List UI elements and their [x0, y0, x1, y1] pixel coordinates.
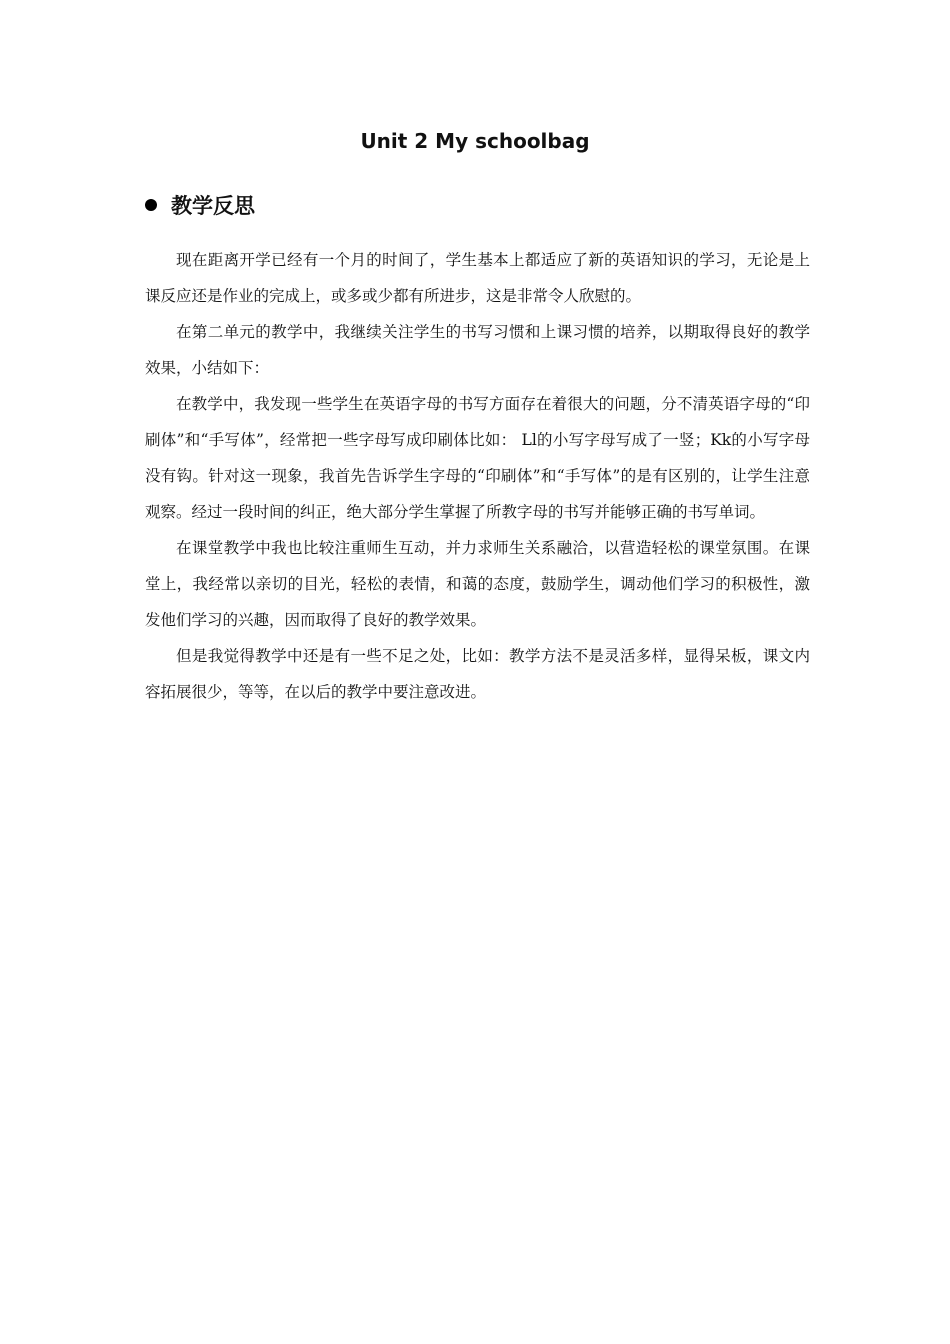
paragraph: 现在距离开学已经有一个月的时间了，学生基本上都适应了新的英语知识的学习，无论是上课反应还是作业的完成上，或多或少都有所进步，这是非常令人欣慰的。: [145, 251, 810, 305]
section-heading-text: 教学反思: [171, 194, 255, 218]
paragraph: 在教学中，我发现一些学生在英语字母的书写方面存在着很大的问题，分不清英语字母的“印刷体”和“手写体”，经常把一些字母写成印刷体比如： Ll的小写字母写成了一竖；Kk的小写字母没有钩。针对这一现象，我首先告诉学生字母的“印刷体”和“手写体”的是有区别的，让学生注意观察。经过一段时间的纠正，绝大部分学生掌握了所教字母的书写并能够正确的书写单词。: [145, 395, 810, 521]
paragraph: 在课堂教学中我也比较注重师生互动，并力求师生关系融洽，以营造轻松的课堂氛围。在课堂上，我经常以亲切的目光，轻松的表情，和蔼的态度，鼓励学生，调动他们学习的积极性，激发他们学习的兴趣，因而取得了良好的教学效果。: [145, 539, 810, 629]
paragraph: 在第二单元的教学中，我继续关注学生的书写习惯和上课习惯的培养，以期取得良好的教学效果，小结如下：: [145, 323, 810, 377]
document-title: Unit 2 My schoolbag: [360, 129, 590, 153]
document-body: [145, 242, 810, 710]
bullet-icon: [145, 199, 157, 211]
paragraph: 但是我觉得教学中还是有一些不足之处，比如：教学方法不是灵活多样，显得呆板，课文内容拓展很少，等等，在以后的教学中要注意改进。: [145, 647, 810, 701]
section-heading: [145, 190, 255, 220]
